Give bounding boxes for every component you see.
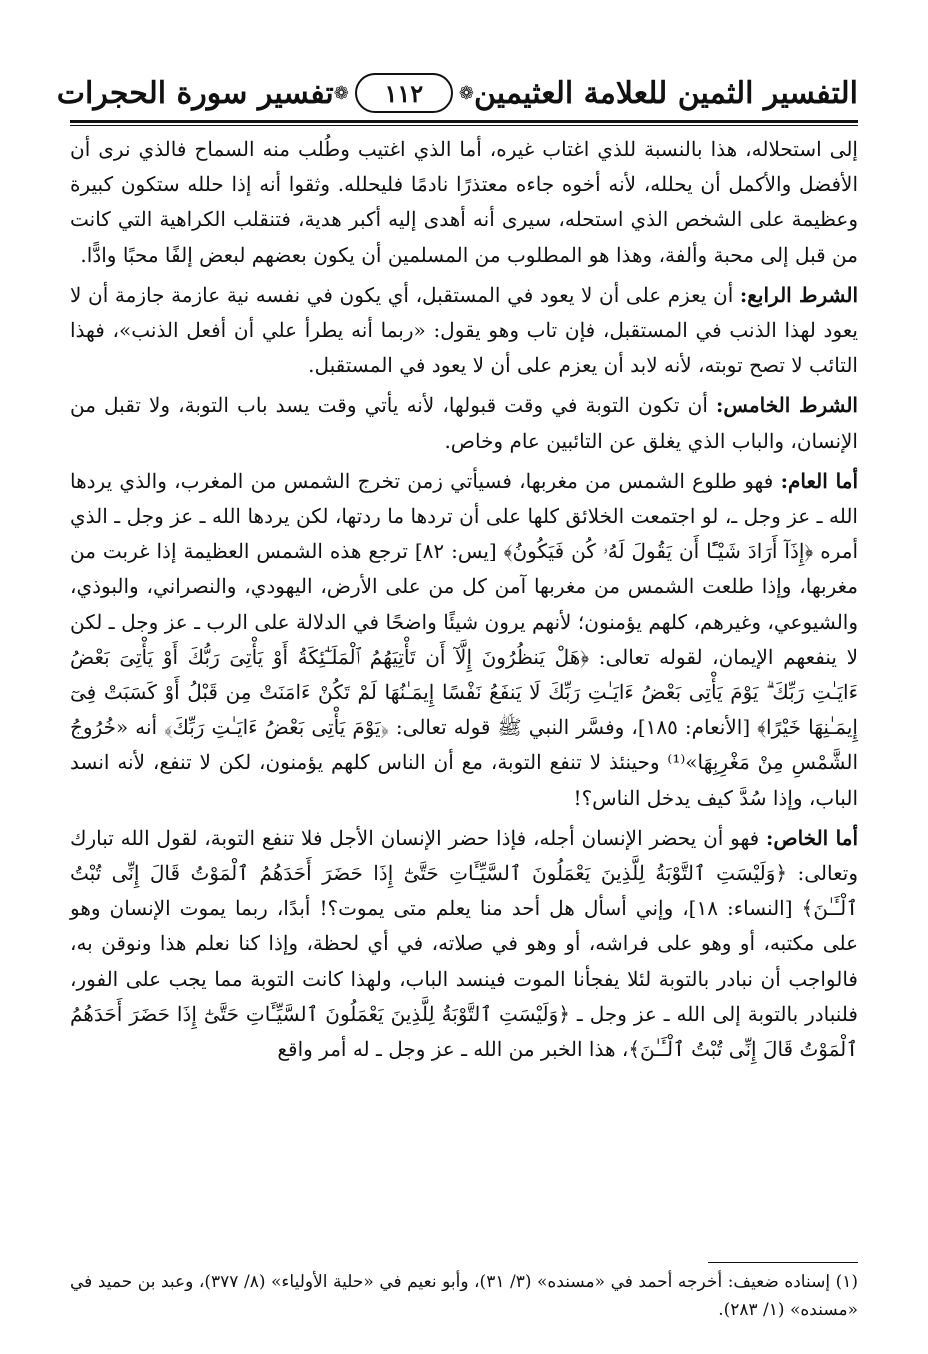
paragraph xyxy=(70,388,858,458)
paragraph xyxy=(70,278,858,384)
footnote: (١) إسناده ضعيف: أخرجه أحمد في «مسنده» (٣/ ٣١)، وأبو نعيم في «حلية الأولياء» (٨/ ٣٧٧)، وعبد بن حميد في «مسنده» (١/ ٢٨٣). xyxy=(70,1272,859,1320)
right-ornament-icon: ❁ xyxy=(333,82,349,104)
footnotes xyxy=(70,1268,858,1324)
paragraph-lead: أما العام: xyxy=(780,468,858,493)
paragraph-text: فهو أن يحضر الإنسان أجله، فإذا حضر الإنسان الأجل فلا تنفع التوبة، لقول الله تبارك وتعالى: ﴿وَلَيْسَتِ ٱلتَّوْبَةُ لِلَّذِينَ يَعْمَلُونَ ٱلسَّيِّـَٔاتِ حَتَّىٰٓ إِذَا حَضَرَ أَحَدَهُمُ ٱلْمَوْتُ قَالَ إِنِّى تُبْتُ ٱلْـَٔـٰنَ﴾ [النساء: ١٨]، وإني أسأل هل أحد منا يعلم متى يموت؟! أبدًا، ربما يموت الإنسان وهو على مكتبه، أو وهو على فراشه، أو وهو في صلاته، في أي لحظة، وإذا كنا نعلم هذا ونوقن به، فالواجب أن نبادر بالتوبة لئلا يفجأنا الموت فينسد الباب، ولهذا كانت التوبة مما يجب على الفور، فلنبادر بالتوبة إلى الله ـ عز وجل ـ ﴿وَلَيْسَتِ ٱلتَّوْبَةُ لِلَّذِينَ يَعْمَلُونَ ٱلسَّيِّـَٔاتِ حَتَّىٰٓ إِذَا حَضَرَ أَحَدَهُمُ ٱلْمَوْتُ قَالَ إِنِّى تُبْتُ ٱلْـَٔـٰنَ﴾، هذا الخبر من الله ـ عز وجل ـ له أمر واقع xyxy=(70,825,858,1062)
paragraph-text: أن تكون التوبة في وقت قبولها، لأنه يأتي وقت يسد باب التوبة، ولا تقبل من الإنسان، والباب الذي يغلق عن التائبين عام وخاص. xyxy=(70,393,858,453)
page-number: ١١٢ xyxy=(355,73,453,113)
paragraph-lead: الشرط الخامس: xyxy=(716,393,858,418)
paragraph xyxy=(70,464,858,816)
book-title: التفسير الثمين للعلامة العثيمين xyxy=(473,75,858,111)
paragraph xyxy=(70,821,858,1067)
page-number-badge xyxy=(334,73,474,113)
paragraph-lead: الشرط الرابع: xyxy=(739,282,858,307)
header-divider xyxy=(70,120,858,126)
paragraph xyxy=(70,132,858,273)
left-ornament-icon: ❁ xyxy=(458,82,474,104)
surah-title: تفسير سورة الحجرات xyxy=(56,75,334,111)
main-text xyxy=(70,132,858,1172)
paragraph-text: إلى استحلاله، هذا بالنسبة للذي اغتاب غيره، أما الذي اغتيب وطُلب منه السماح فالذي نرى أن الأفضل والأكمل أن يحلله، لأنه أخوه جاءه معتذرًا نادمًا فليحلله. وثقوا أنه إذا حلله ستكون كبيرة وعظيمة على الشخص الذي استحله، سيرى أنه أهدى إليه أكبر هدية، فتنقلب الكراهية التي كانت من قبل إلى محبة وألفة، وهذا هو المطلوب من المسلمين أن يكون بعضهم لبعض إلفًا محبًا وادًّا. xyxy=(70,137,858,267)
paragraph-text: أن يعزم على أن لا يعود في المستقبل، أي يكون في نفسه نية عازمة جازمة أن لا يعود لهذا الذنب في المستقبل، فإن تاب وهو يقول: «ربما أنه يطرأ علي أن أفعل الذنب»، فهذا التائب لا تصح توبته، لأنه لابد أن يعزم على أن لا يعود في المستقبل. xyxy=(70,282,858,378)
footnote-divider xyxy=(708,1262,858,1263)
paragraph-text: فهو طلوع الشمس من مغربها، فسيأتي زمن تخرج الشمس من المغرب، والذي يردها الله ـ عز وجل ـ، لو اجتمعت الخلائق كلها على أن تردها ما ردتها، لكن يردها الله ـ عز وجل ـ الذي أمره ﴿إِذَآ أَرَادَ شَيْـًٔا أَن يَقُولَ لَهُۥ كُن فَيَكُونُ﴾ [يس: ٨٢] ترجع هذه الشمس العظيمة إذا غربت من مغربها، وإذا طلعت الشمس من مغربها آمن كل من على الأرض، اليهودي، والنصراني، والبوذي، والشيوعي، وغيرهم، كلهم يؤمنون؛ لأنهم يرون شيئًا واضحًا في الدلالة على الرب ـ عز وجل ـ لكن لا ينفعهم الإيمان، لقوله تعالى: ﴿هَلْ يَنظُرُونَ إِلَّآ أَن تَأْتِيَهُمُ ٱلْمَلَـٰٓئِكَةُ أَوْ يَأْتِىَ رَبُّكَ أَوْ يَأْتِىَ بَعْضُ ءَايَـٰتِ رَبِّكَ ۗ يَوْمَ يَأْتِى بَعْضُ ءَايَـٰتِ رَبِّكَ لَا يَنفَعُ نَفْسًا إِيمَـٰنُهَا لَمْ تَكُنْ ءَامَنَتْ مِن قَبْلُ أَوْ كَسَبَتْ فِىٓ إِيمَـٰنِهَا خَيْرًا﴾ [الأنعام: ١٨٥]، وفسَّر النبي ﷺ قوله تعالى: ﴿يَوْمَ يَأْتِى بَعْضُ ءَايَـٰتِ رَبِّكَ﴾ أنه «خُرُوجُ الشَّمْسِ مِنْ مَغْرِبِهَا»⁽¹⁾ وحينئذ لا تنفع التوبة، مع أن الناس كلهم يؤمنون، لكن لا تنفع، لأنه انسد الباب، وإذا سُدَّ كيف يدخل الناس؟! xyxy=(70,468,859,810)
page-header xyxy=(56,66,858,120)
paragraph-lead: أما الخاص: xyxy=(766,825,858,850)
